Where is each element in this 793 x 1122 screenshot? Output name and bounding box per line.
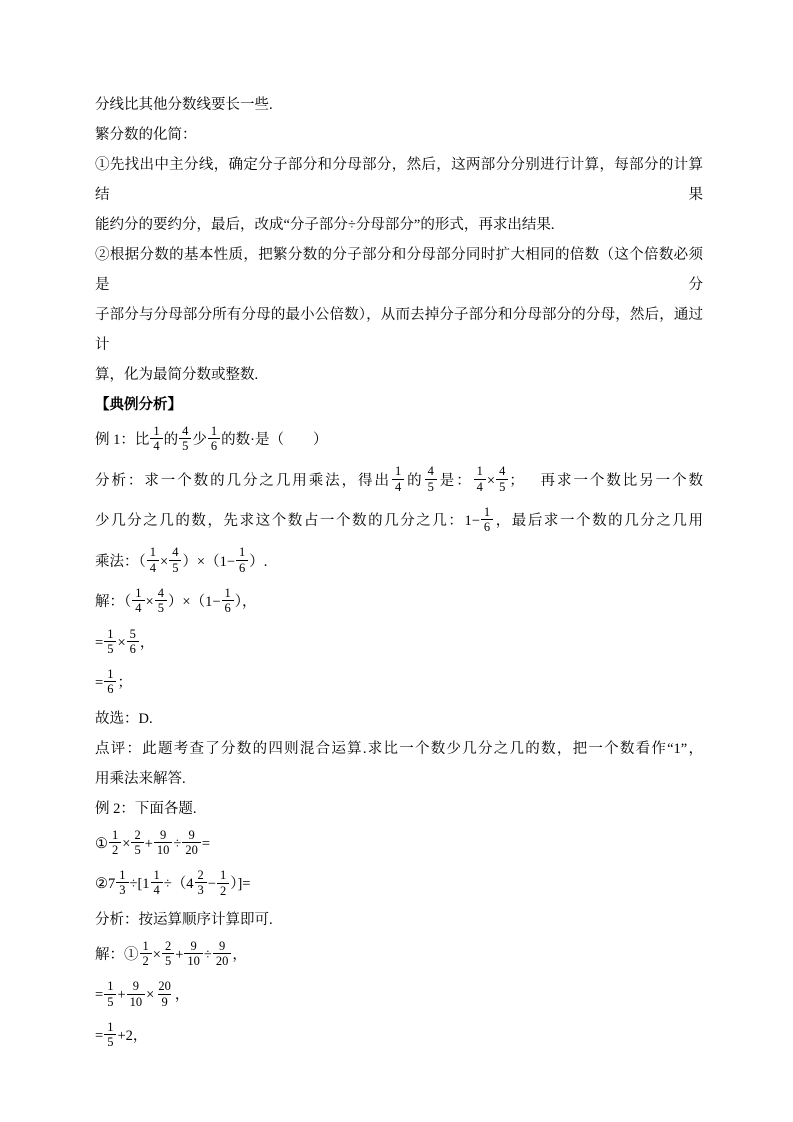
fraction bbox=[222, 586, 234, 616]
text-run: ）]= bbox=[230, 876, 251, 893]
fraction-denominator: 4 bbox=[132, 600, 144, 615]
text-run: 分析：求一个数的几分之几用乘法，得出 bbox=[95, 472, 391, 489]
example-1-solution-line-2 bbox=[95, 623, 703, 664]
fraction bbox=[236, 545, 248, 575]
text-run: ，最后求一个数的几分之几用 bbox=[494, 513, 703, 530]
example-2-analysis bbox=[95, 905, 703, 935]
fraction-numerator: 9 bbox=[218, 938, 226, 953]
example-2-solution-line-3 bbox=[95, 1016, 703, 1057]
fraction bbox=[195, 868, 207, 898]
example-2-solution-line-1 bbox=[95, 935, 703, 976]
text-run: 少 bbox=[192, 432, 207, 448]
fraction-denominator: 6 bbox=[481, 519, 493, 534]
example-1-comment-line-1 bbox=[95, 734, 703, 764]
text-run: + bbox=[117, 987, 126, 1004]
fraction-denominator: 5 bbox=[179, 438, 191, 453]
text-run: 少几分之几的数，先求这个数占一个数的几分之几：1− bbox=[95, 513, 480, 530]
mixed-number-whole: 4 bbox=[186, 876, 194, 893]
fraction bbox=[132, 586, 144, 616]
fraction bbox=[150, 424, 162, 454]
text-run: ÷[ bbox=[129, 876, 143, 893]
method-1-line-1 bbox=[95, 150, 703, 210]
text-run: 的数·是（ ） bbox=[221, 432, 328, 448]
text-run: 是： bbox=[437, 472, 473, 489]
fraction-denominator: 4 bbox=[474, 479, 486, 494]
fraction-numerator: 1 bbox=[119, 867, 126, 882]
fraction-numerator: 4 bbox=[172, 545, 179, 560]
fraction-denominator: 5 bbox=[104, 1034, 116, 1049]
section-heading-simplify bbox=[95, 120, 703, 150]
example-1-solution-line-1 bbox=[95, 582, 703, 623]
fraction-numerator: 1 bbox=[219, 868, 227, 883]
mixed-number bbox=[108, 869, 130, 899]
fraction-denominator: 5 bbox=[162, 953, 174, 968]
fraction-numerator: 1 bbox=[112, 827, 119, 842]
text-run: ， bbox=[232, 946, 247, 963]
text-run: 算，化为最简分数或整数. bbox=[95, 367, 259, 383]
text-run: × bbox=[117, 634, 126, 651]
example-1-analysis-line-3 bbox=[95, 542, 703, 583]
text-run: ÷ bbox=[203, 946, 212, 963]
fraction-numerator: 1 bbox=[210, 423, 218, 438]
fraction-denominator: 2 bbox=[140, 953, 152, 968]
fraction bbox=[131, 828, 143, 858]
fraction-denominator: 6 bbox=[236, 560, 248, 575]
fraction-numerator: 1 bbox=[476, 464, 483, 479]
text-run: 用乘法来解答. bbox=[95, 770, 186, 787]
fraction-denominator: 9 bbox=[158, 994, 170, 1009]
method-2-line-2 bbox=[95, 300, 703, 360]
text-run: 乘法：（ bbox=[95, 553, 146, 570]
text-run: ）×（1− bbox=[182, 553, 236, 570]
text-run: = bbox=[95, 1028, 104, 1045]
fraction-denominator: 6 bbox=[222, 600, 234, 615]
fraction bbox=[213, 939, 232, 969]
text-run: 的 bbox=[405, 472, 424, 489]
text-run: ， bbox=[139, 634, 155, 651]
fraction-denominator: 6 bbox=[104, 681, 116, 696]
fraction bbox=[184, 939, 203, 969]
fraction bbox=[162, 939, 174, 969]
fraction bbox=[474, 464, 486, 494]
section-heading-examples bbox=[95, 390, 703, 420]
fraction-denominator: 4 bbox=[151, 882, 163, 897]
mixed-number bbox=[142, 869, 164, 899]
fraction-numerator: 1 bbox=[239, 545, 246, 560]
fraction-denominator: 20 bbox=[213, 953, 232, 968]
fraction bbox=[127, 627, 139, 657]
fraction-denominator: 6 bbox=[208, 438, 220, 453]
fraction-numerator: 4 bbox=[157, 585, 164, 600]
fraction-denominator: 5 bbox=[496, 479, 508, 494]
text-run: = bbox=[95, 675, 104, 692]
text-run: × bbox=[122, 835, 131, 852]
fraction-numerator: 2 bbox=[164, 938, 172, 953]
fraction-denominator: 10 bbox=[154, 842, 173, 857]
text-run: 繁分数的化简： bbox=[95, 127, 197, 143]
fraction-denominator: 10 bbox=[184, 953, 203, 968]
fraction bbox=[155, 586, 167, 616]
text-run: ； bbox=[117, 675, 132, 692]
text-run: 分析：按运算顺序计算即可. bbox=[95, 911, 273, 928]
text-run: × bbox=[145, 594, 154, 611]
text-run: × bbox=[486, 472, 496, 489]
text-run: ① bbox=[95, 835, 108, 852]
fraction bbox=[140, 939, 152, 969]
fraction-numerator: 9 bbox=[190, 938, 197, 953]
fraction-numerator: 1 bbox=[135, 585, 142, 600]
text-run: 解：（ bbox=[95, 594, 132, 611]
text-run: +2， bbox=[117, 1028, 148, 1045]
fraction-numerator: 20 bbox=[158, 979, 171, 994]
mixed-number-whole: 1 bbox=[142, 876, 150, 893]
fraction-numerator: 9 bbox=[132, 979, 139, 994]
fraction-denominator: 5 bbox=[131, 842, 143, 857]
document-content bbox=[95, 90, 703, 1057]
fraction-numerator: 1 bbox=[483, 504, 491, 519]
text-run: 解：① bbox=[95, 946, 139, 963]
text-run: ÷ bbox=[173, 835, 182, 852]
text-run: − bbox=[207, 876, 216, 893]
text-run: ）. bbox=[249, 553, 268, 570]
fraction bbox=[109, 828, 121, 858]
fraction bbox=[208, 424, 220, 454]
text-run: ）×（1− bbox=[167, 594, 221, 611]
fraction bbox=[182, 828, 201, 858]
text-run: + bbox=[175, 946, 184, 963]
text-run: ）， bbox=[234, 594, 257, 611]
fraction-denominator: 3 bbox=[195, 882, 207, 897]
fraction-numerator: 1 bbox=[149, 545, 156, 560]
method-1-line-2 bbox=[95, 210, 703, 240]
fraction-numerator: 2 bbox=[134, 827, 141, 842]
example-1-title bbox=[95, 420, 703, 461]
text-run: ÷（ bbox=[163, 876, 187, 893]
fraction-denominator: 4 bbox=[147, 560, 159, 575]
fraction bbox=[154, 828, 173, 858]
text-run: × bbox=[146, 987, 155, 1004]
fraction bbox=[116, 868, 128, 898]
fraction-numerator: 1 bbox=[107, 1019, 114, 1034]
fraction-denominator: 4 bbox=[150, 438, 162, 453]
fraction bbox=[104, 1020, 116, 1050]
mixed-number bbox=[186, 869, 208, 899]
text-run: ②根据分数的基本性质，把繁分数的分子部分和分母部分同时扩大相同的倍数（这个倍数必须是分 bbox=[95, 247, 703, 293]
text-run: 例 2：下面各题. bbox=[95, 800, 197, 817]
fraction-denominator: 3 bbox=[116, 882, 128, 897]
fraction bbox=[104, 667, 116, 697]
text-run: 分线比其他分数线要长一些. bbox=[95, 97, 273, 113]
fraction-numerator: 1 bbox=[142, 938, 149, 953]
text-run: ①先找出中主分线，确定分子部分和分母部分，然后，这两部分分别进行计算，每部分的计算结果 bbox=[95, 157, 703, 203]
text-run: × bbox=[160, 553, 169, 570]
fraction-numerator: 4 bbox=[182, 423, 189, 438]
example-1-answer bbox=[95, 704, 703, 734]
text-run: ， bbox=[174, 987, 190, 1004]
fraction bbox=[155, 979, 174, 1009]
text-run: × bbox=[152, 946, 161, 963]
fraction-numerator: 9 bbox=[188, 827, 195, 842]
text-run: = bbox=[95, 634, 104, 651]
fraction bbox=[169, 545, 181, 575]
fraction-denominator: 5 bbox=[155, 600, 167, 615]
fraction bbox=[151, 868, 163, 898]
fraction bbox=[147, 545, 159, 575]
example-1-comment-line-2 bbox=[95, 764, 703, 794]
fraction-denominator: 6 bbox=[127, 641, 139, 656]
fraction bbox=[104, 627, 116, 657]
fraction bbox=[179, 424, 191, 454]
fraction-denominator: 2 bbox=[217, 883, 229, 898]
example-2-title bbox=[95, 794, 703, 824]
mixed-number-whole: 7 bbox=[108, 876, 116, 893]
fraction-numerator: 1 bbox=[153, 423, 160, 438]
fraction-denominator: 5 bbox=[425, 479, 437, 494]
fraction-numerator: 1 bbox=[153, 867, 160, 882]
fraction-numerator: 4 bbox=[499, 464, 506, 479]
fraction-denominator: 20 bbox=[182, 842, 201, 857]
text-run: 点评：此题考查了分数的四则混合运算.求比一个数少几分之几的数，把一个数看作“1”， bbox=[95, 740, 703, 757]
text-run: 例 1：比 bbox=[95, 432, 150, 448]
fraction bbox=[496, 464, 508, 494]
fraction bbox=[217, 868, 229, 898]
example-1-analysis-line-2 bbox=[95, 501, 703, 542]
text-run: = bbox=[95, 987, 104, 1004]
fraction bbox=[127, 979, 146, 1009]
fraction-numerator: 5 bbox=[129, 626, 136, 641]
fraction bbox=[392, 464, 404, 494]
fraction-numerator: 4 bbox=[427, 464, 434, 479]
fraction-denominator: 10 bbox=[127, 994, 146, 1009]
text-run: ② bbox=[95, 876, 108, 893]
fraction-denominator: 2 bbox=[109, 842, 121, 857]
text-run: + bbox=[144, 835, 153, 852]
fraction-numerator: 1 bbox=[107, 626, 114, 641]
fraction bbox=[425, 464, 437, 494]
fraction-numerator: 9 bbox=[160, 827, 167, 842]
fraction-denominator: 5 bbox=[169, 560, 181, 575]
fraction-numerator: 2 bbox=[197, 867, 204, 882]
example-2-problem-2 bbox=[95, 864, 703, 905]
text-run: 的 bbox=[163, 432, 179, 448]
fraction bbox=[104, 979, 116, 1009]
fraction bbox=[481, 505, 493, 535]
text-run: = bbox=[201, 835, 211, 852]
fraction-numerator: 1 bbox=[394, 464, 402, 479]
example-1-solution-line-3 bbox=[95, 663, 703, 704]
text-run: ； 再求一个数比另一个数 bbox=[509, 472, 704, 489]
example-2-problem-1 bbox=[95, 824, 703, 865]
fraction-numerator: 1 bbox=[107, 979, 114, 994]
method-2-line-3 bbox=[95, 360, 703, 390]
example-2-solution-line-2 bbox=[95, 975, 703, 1016]
fraction-numerator: 1 bbox=[224, 585, 231, 600]
text-run: 故选：D. bbox=[95, 710, 153, 727]
text-run: 能约分的要约分，最后，改成“分子部分÷分母部分”的形式，再求出结果. bbox=[95, 217, 555, 233]
fraction-denominator: 5 bbox=[104, 641, 116, 656]
text-run: 【典例分析】 bbox=[95, 397, 182, 413]
body-line-tail bbox=[95, 90, 703, 120]
fraction-numerator: 1 bbox=[107, 667, 114, 682]
fraction-denominator: 4 bbox=[392, 479, 404, 494]
text-run: 子部分与分母部分所有分母的最小公倍数），从而去掉分子部分和分母部分的分母，然后，通过计 bbox=[95, 307, 703, 353]
method-2-line-1 bbox=[95, 240, 703, 300]
example-1-analysis-line-1 bbox=[95, 461, 703, 502]
fraction-denominator: 5 bbox=[104, 994, 116, 1009]
